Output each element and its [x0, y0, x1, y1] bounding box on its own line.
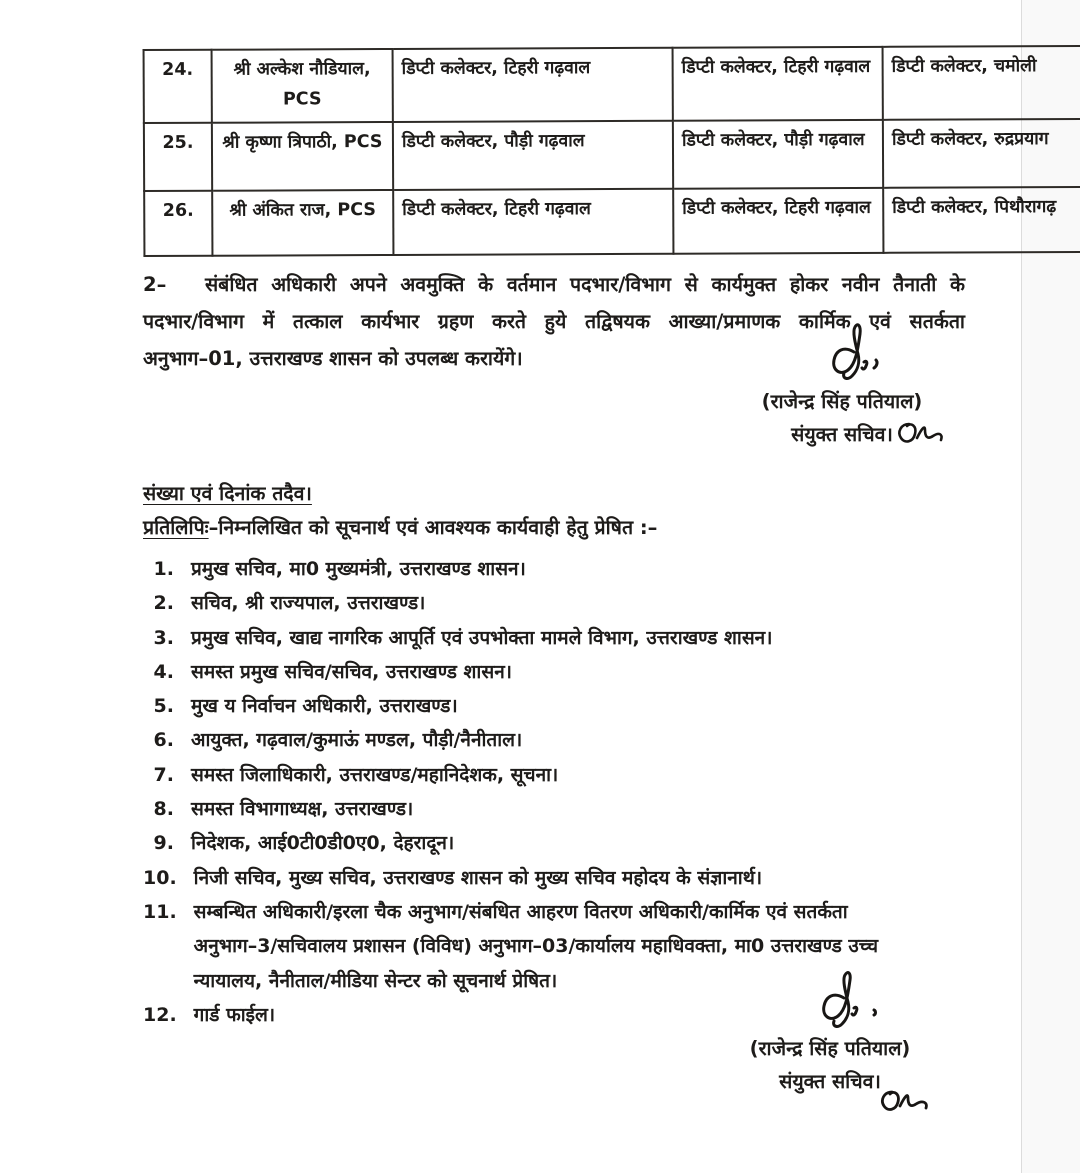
signatory-title: संयुक्त सचिव। — [791, 423, 893, 446]
serial-cell: 25. — [144, 123, 212, 191]
item-text: प्रमुख सचिव, खाद्य नागरिक आपूर्ति एवं उपभोक्ता मामले विभाग, उत्तराखण्ड शासन। — [191, 626, 773, 649]
list-item — [143, 861, 1005, 895]
item-number: 4. — [153, 660, 174, 683]
item-text-line: न्यायालय, नैनीताल/मीडिया सेन्टर को सूचनार्थ प्रेषित। — [193, 969, 558, 992]
signatory-block — [700, 1032, 960, 1098]
signature-flourish-icon — [816, 968, 896, 1030]
item-number: 2. — [153, 592, 174, 615]
signature-flourish-icon — [824, 318, 900, 384]
table-row — [144, 119, 1080, 191]
item-text: समस्त विभागाध्यक्ष, उत्तराखण्ड। — [191, 798, 414, 821]
serial-cell: 26. — [144, 191, 212, 256]
new-post-cell: डिप्टी कलेक्टर, रुद्रप्रयाग — [883, 119, 1080, 188]
item-text-line: अनुभाग–3/सचिवालय प्रशासन (विविध) अनुभाग–03/कार्यालय महाधिवक्ता, मा0 उत्तराखण्ड उच्च — [193, 935, 879, 958]
item-text: सचिव, श्री राज्यपाल, उत्तराखण्ड। — [191, 592, 426, 615]
signatory-block — [712, 385, 972, 451]
item-number: 12. — [143, 1003, 177, 1026]
list-item — [143, 655, 1005, 689]
previous-post-cell: डिप्टी कलेक्टर, पौड़ी गढ़वाल — [393, 121, 673, 190]
item-text: समस्त जिलाधिकारी, उत्तराखण्ड/महानिदेशक, सूचना। — [191, 763, 559, 786]
distribution-list — [143, 552, 1005, 1032]
paragraph-line: अनुभाग–01, उत्तराखण्ड शासन को उपलब्ध करायेंगे। — [143, 347, 523, 370]
item-number: 1. — [153, 558, 174, 580]
paragraph-line: पदभार/विभाग में तत्काल कार्यभार ग्रहण करते हुये तद्विषयक आख्या/प्रमाणक कार्मिक एवं सतर्कता — [143, 310, 965, 333]
item-number: 7. — [153, 763, 174, 786]
item-text: आयुक्त, गढ़वाल/कुमाऊं मण्डल, पौड़ी/नैनीताल। — [191, 729, 523, 752]
item-number: 3. — [153, 626, 174, 649]
officer-name-cell: श्री अल्केश नौडियाल, PCS — [212, 49, 393, 123]
serial-cell: 24. — [144, 50, 212, 123]
copy-heading — [143, 513, 657, 540]
item-number: 10. — [143, 866, 177, 889]
paragraph-number: 2– — [143, 273, 167, 296]
item-text: निजी सचिव, मुख्य सचिव, उत्तराखण्ड शासन को मुख्य सचिव महोदय के संज्ञानार्थ। — [193, 866, 763, 889]
copy-heading-rest: –निम्नलिखित को सूचनार्थ एवं आवश्यक कार्यवाही हेतु प्रेषित :– — [208, 516, 658, 539]
relieved-post-cell: डिप्टी कलेक्टर, टिहरी गढ़वाल — [673, 188, 883, 254]
paragraph-line: संबंधित अधिकारी अपने अवमुक्ति के वर्तमान पदभार/विभाग से कार्यमुक्त होकर नवीन तैनाती के — [205, 273, 965, 296]
item-text: समस्त प्रमुख सचिव/सचिव, उत्तराखण्ड शासन। — [191, 660, 512, 683]
item-number: 8. — [153, 798, 174, 821]
item-text: गार्ड फाईल। — [193, 1003, 276, 1026]
list-item — [143, 723, 1005, 757]
officers-table — [143, 45, 1080, 257]
signature-initials-icon — [878, 1084, 936, 1120]
signature-initials-icon — [895, 416, 947, 450]
list-item — [143, 552, 1005, 586]
item-text-line: सम्बन्धित अधिकारी/इरला चैक अनुभाग/संबधित आहरण वितरण अधिकारी/कार्मिक एवं सतर्कता — [193, 900, 848, 923]
item-number: 11. — [143, 900, 177, 923]
relieved-post-cell: डिप्टी कलेक्टर, पौड़ी गढ़वाल — [673, 120, 883, 189]
list-item — [143, 758, 1005, 792]
item-number: 9. — [153, 832, 174, 855]
item-number: 5. — [153, 695, 174, 718]
list-item — [143, 792, 1005, 826]
list-item — [143, 826, 1005, 860]
table-row — [144, 46, 1080, 123]
list-item — [143, 689, 1005, 723]
copy-heading-label: प्रतिलिपिः — [143, 516, 209, 539]
signatory-title: संयुक्त सचिव। — [779, 1070, 881, 1093]
officer-name-cell: श्री अंकित राज, PCS — [212, 190, 393, 256]
list-item — [143, 621, 1005, 655]
signatory-name: (राजेन्द्र सिंह पतियाल) — [749, 1037, 911, 1060]
signatory-name: (राजेन्द्र सिंह पतियाल) — [761, 390, 923, 413]
new-post-cell: डिप्टी कलेक्टर, चमोली — [883, 46, 1080, 120]
item-text: मुख य निर्वाचन अधिकारी, उत्तराखण्ड। — [191, 695, 458, 718]
relieved-post-cell: डिप्टी कलेक्टर, टिहरी गढ़वाल — [673, 47, 883, 121]
officer-name-cell: श्री कृष्णा त्रिपाठी, PCS — [212, 122, 393, 191]
number-date-line: संख्या एवं दिनांक तदैव। — [143, 482, 312, 505]
item-text: प्रमुख सचिव, मा0 मुख्यमंत्री, उत्तराखण्ड शासन। — [191, 558, 526, 580]
previous-post-cell: डिप्टी कलेक्टर, टिहरी गढ़वाल — [393, 189, 673, 255]
item-text: निदेशक, आई0टी0डी0ए0, देहरादून। — [191, 832, 455, 855]
table-row — [144, 187, 1080, 256]
list-item — [143, 586, 1005, 620]
new-post-cell: डिप्टी कलेक्टर, पिथौरागढ़ — [883, 187, 1080, 253]
item-number: 6. — [153, 729, 174, 752]
previous-post-cell: डिप्टी कलेक्टर, टिहरी गढ़वाल — [393, 48, 673, 122]
